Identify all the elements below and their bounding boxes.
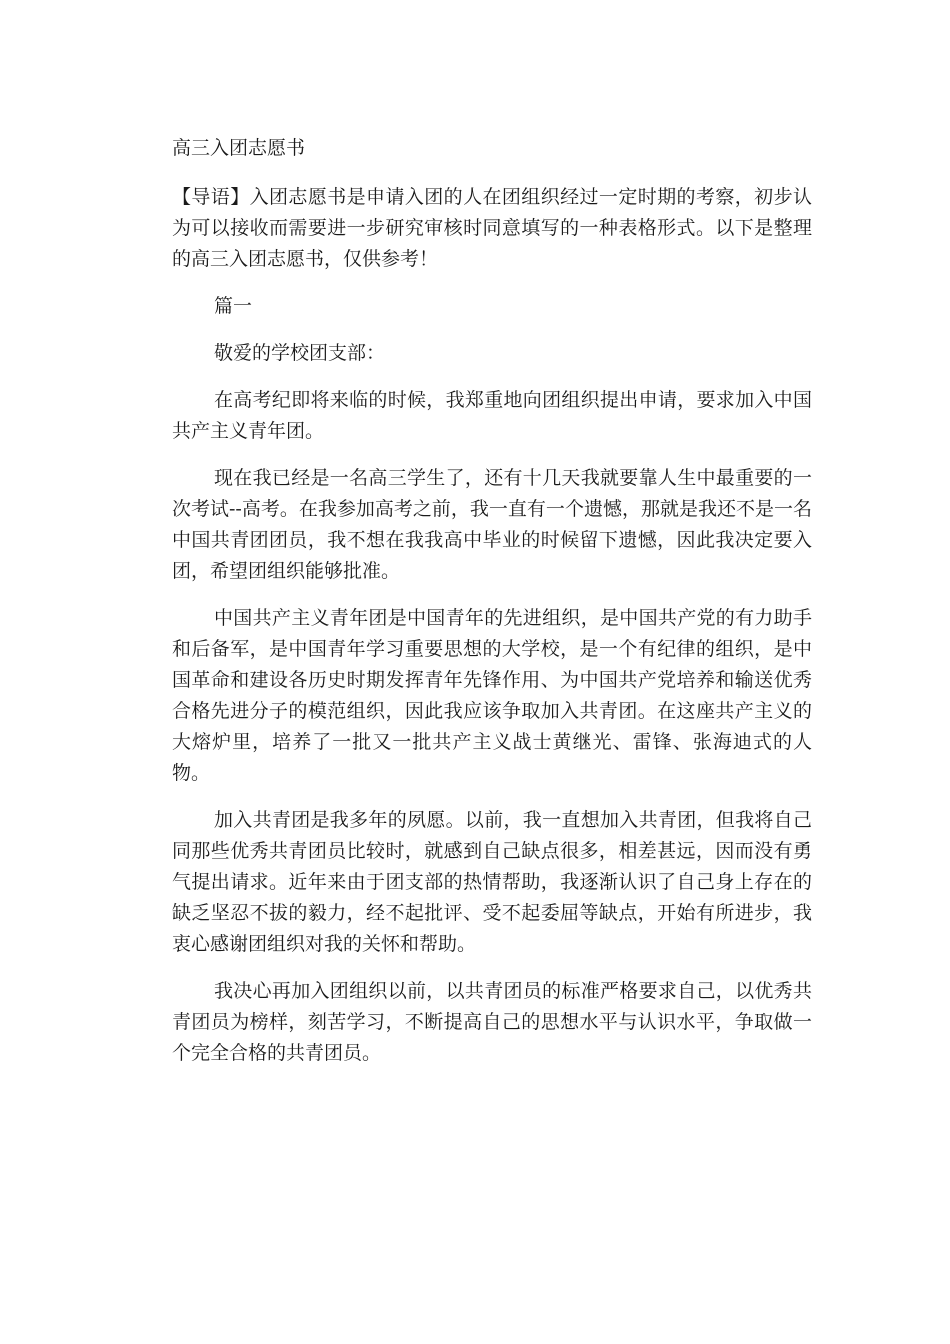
- body-paragraph: 加入共青团是我多年的夙愿。以前，我一直想加入共青团，但我将自己同那些优秀共青团员比较时，就感到自己缺点很多，相差甚远，因而没有勇气提出请求。近年来由于团支部的热情帮助，我逐渐认识了自己身上存在的缺乏坚忍不拔的毅力，经不起批评、受不起委屈等缺点，开始有所进步，我衷心感谢团组织对我的关怀和帮助。: [172, 809, 812, 955]
- salutation: 敬爱的学校团支部：: [214, 342, 386, 364]
- document-body: [172, 133, 812, 1083]
- intro-paragraph: 【导语】入团志愿书是申请入团的人在团组织经过一定时期的考察，初步认为可以接收而需要进一步研究审核时同意填写的一种表格形式。以下是整理的高三入团志愿书，仅供参考！: [172, 186, 812, 270]
- body-paragraph: 中国共产主义青年团是中国青年的先进组织，是中国共产党的有力助手和后备军，是中国青年学习重要思想的大学校，是一个有纪律的组织，是中国革命和建设各历史时期发挥青年先锋作用、为中国共产党培养和输送优秀合格先进分子的模范组织，因此我应该争取加入共青团。在这座共产主义的大熔炉里，培养了一批又一批共产主义战士黄继光、雷锋、张海迪式的人物。: [172, 607, 812, 784]
- body-paragraph: 在高考纪即将来临的时候，我郑重地向团组织提出申请，要求加入中国共产主义青年团。: [172, 389, 812, 442]
- document-title: 高三入团志愿书: [172, 137, 306, 159]
- body-paragraph: 我决心再加入团组织以前，以共青团员的标准严格要求自己，以优秀共青团员为榜样，刻苦学习，不断提高自己的思想水平与认识水平，争取做一个完全合格的共青团员。: [172, 980, 812, 1064]
- section-heading: 篇一: [214, 295, 253, 317]
- body-paragraph: 现在我已经是一名高三学生了，还有十几天我就要靠人生中最重要的一次考试--高考。在我参加高考之前，我一直有一个遗憾，那就是我还不是一名中国共青团团员，我不想在我我高中毕业的时候留下遗憾，因此我决定要入团，希望团组织能够批准。: [172, 467, 812, 582]
